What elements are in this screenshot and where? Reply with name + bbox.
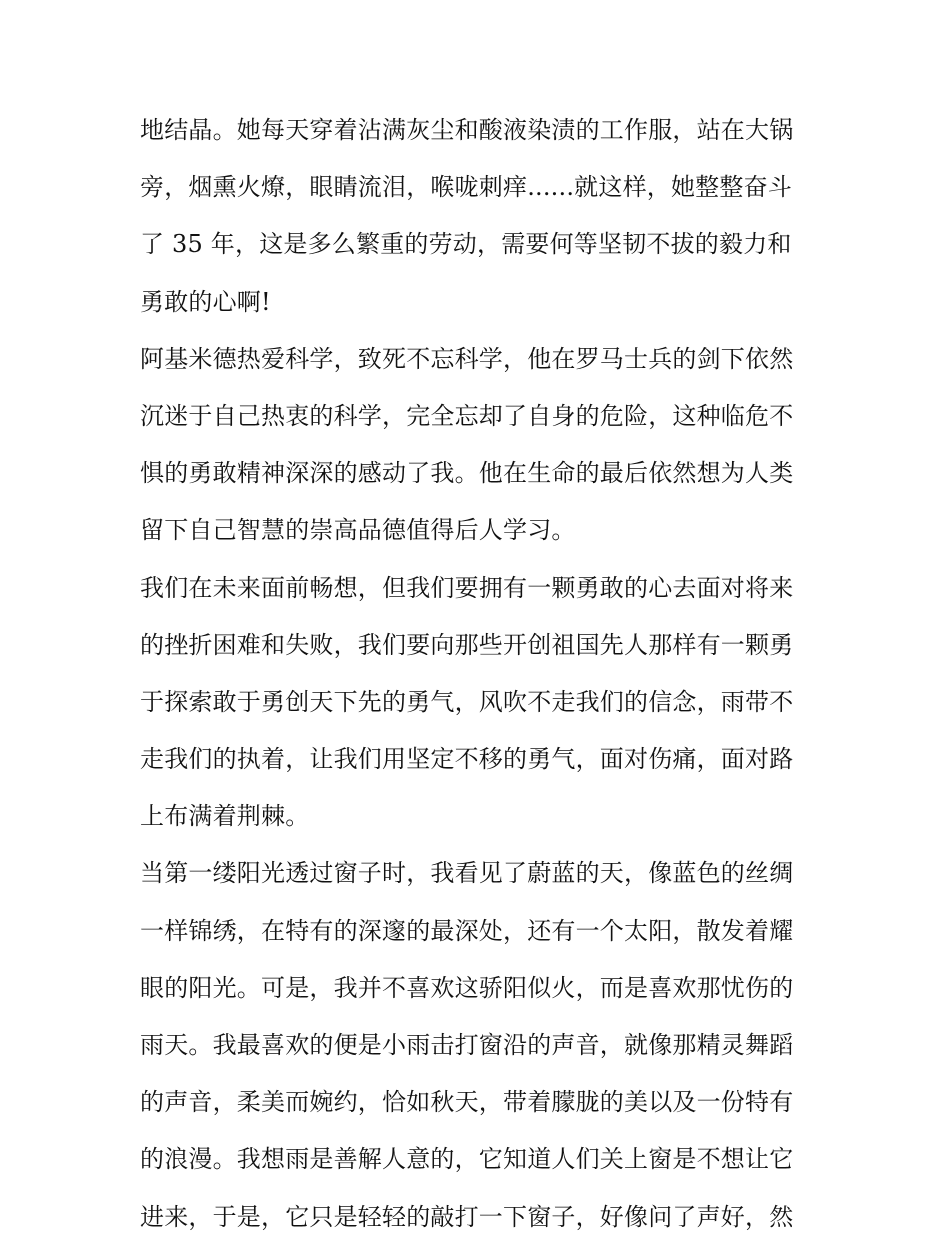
text-line: 旁，烟熏火燎，眼睛流泪，喉咙刺痒......就这样，她整整奋斗 bbox=[140, 173, 792, 202]
text-line: 眼的阳光。可是，我并不喜欢这骄阳似火，而是喜欢那忧伤的 bbox=[140, 973, 794, 1002]
text-line: 阿基米德热爱科学，致死不忘科学，他在罗马士兵的剑下依然 bbox=[140, 344, 794, 373]
text-line: 上布满着荆棘。 bbox=[140, 802, 310, 831]
text-line: 的挫折困难和失败，我们要向那些开创祖国先人那样有一颗勇 bbox=[140, 630, 794, 659]
text-line: 地结晶。她每天穿着沾满灰尘和酸液染渍的工作服，站在大锅 bbox=[140, 116, 794, 144]
text-line: 雨天。我最喜欢的便是小雨击打窗沿的声音，就像那精灵舞蹈 bbox=[140, 1031, 794, 1059]
text-line: 走我们的执着，让我们用坚定不移的勇气，面对伤痛，面对路 bbox=[140, 745, 794, 774]
text-line: 勇敢的心啊! bbox=[140, 287, 271, 316]
text-line: 进来，于是，它只是轻轻的敲打一下窗子，好像问了声好，然 bbox=[140, 1202, 794, 1231]
text-line: 一样锦绣，在特有的深邃的最深处，还有一个太阳，散发着耀 bbox=[140, 916, 794, 945]
text-line: 沉迷于自己热衷的科学，完全忘却了自身的危险，这种临危不 bbox=[140, 401, 794, 430]
text-line: 的声音，柔美而婉约，恰如秋天，带着朦胧的美以及一份特有 bbox=[140, 1088, 794, 1117]
text-line: 我们在未来面前畅想，但我们要拥有一颗勇敢的心去面对将来 bbox=[140, 573, 794, 602]
text-line: 留下自己智慧的崇高品德值得后人学习。 bbox=[140, 516, 576, 545]
body-text bbox=[140, 102, 820, 1246]
text-line: 当第一缕阳光透过窗子时，我看见了蔚蓝的天，像蓝色的丝绸 bbox=[140, 859, 794, 888]
text-line: 于探索敢于勇创天下先的勇气，风吹不走我们的信念，雨带不 bbox=[140, 687, 794, 716]
text-line: 了 35 年，这是多么繁重的劳动，需要何等坚韧不拔的毅力和 bbox=[140, 230, 792, 259]
text-line: 的浪漫。我想雨是善解人意的，它知道人们关上窗是不想让它 bbox=[140, 1145, 794, 1174]
text-line: 惧的勇敢精神深深的感动了我。他在生命的最后依然想为人类 bbox=[140, 459, 794, 488]
